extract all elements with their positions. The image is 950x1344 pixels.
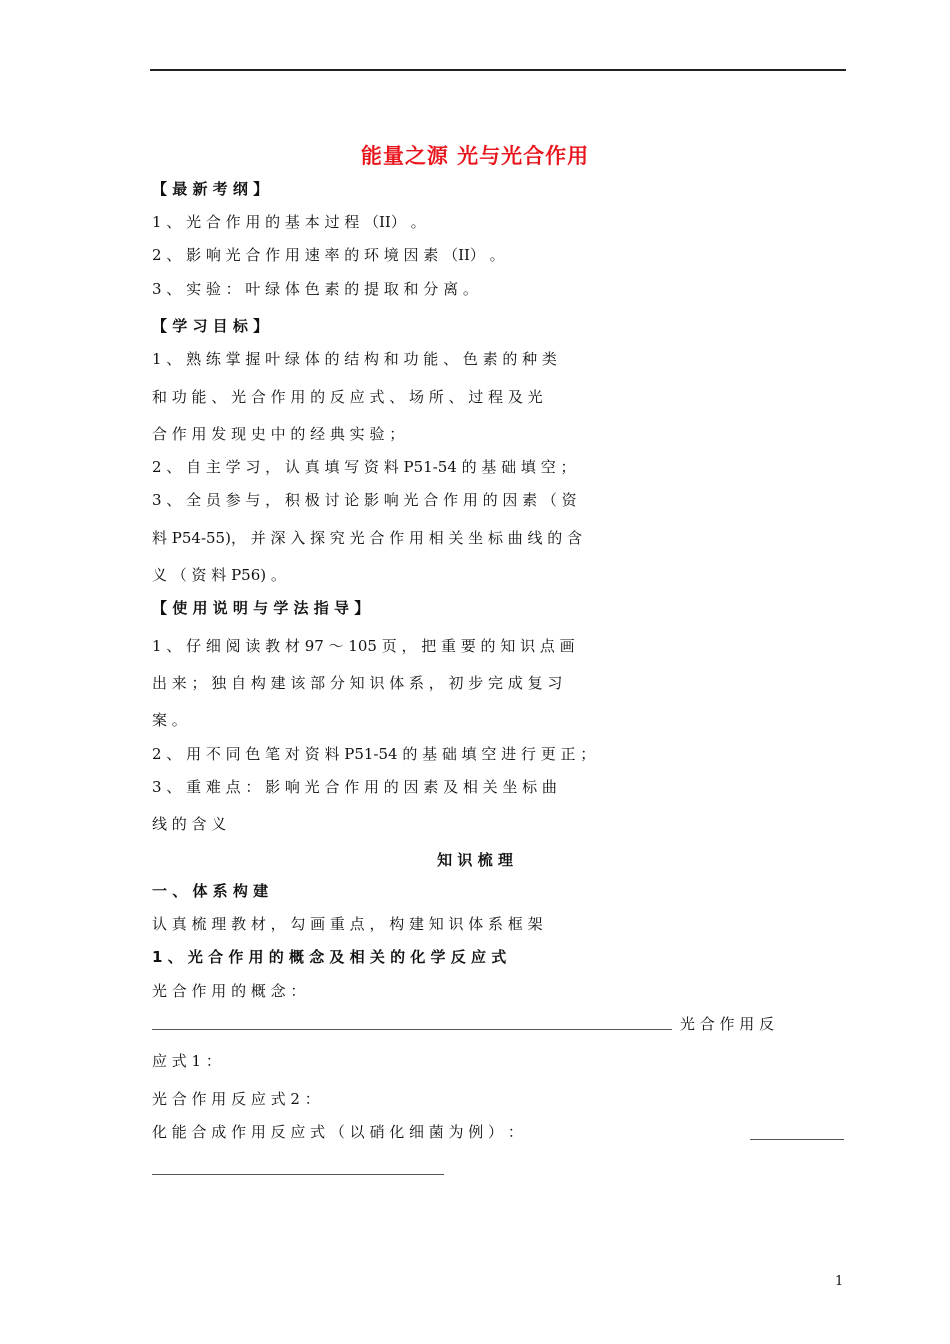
chemosynthesis-blank-1[interactable] xyxy=(750,1125,844,1140)
syllabus-item-3: 3 、 实 验 ： 叶 绿 体 色 素 的 提 取 和 分 离 。 xyxy=(152,280,478,298)
guide-line-6: 线 的 含 义 xyxy=(152,815,227,833)
goals-line-2: 和 功 能 、 光 合 作 用 的 反 应 式 、 场 所 、 过 程 及 光 xyxy=(152,388,543,406)
goals-line-4: 2 、 自 主 学 习 ， 认 真 填 写 资 料 P51-54 的 基 础 填 空 ； xyxy=(152,458,576,476)
page-title: 能量之源 光与光合作用 xyxy=(360,144,590,168)
header-rule xyxy=(150,69,846,71)
syllabus-item-1: 1 、 光 合 作 用 的 基 本 过 程 （II） 。 xyxy=(152,213,426,231)
guide-header: 【 使 用 说 明 与 学 法 指 导 】 xyxy=(152,599,370,617)
concept-answer-line xyxy=(152,1015,842,1034)
concept-label: 光 合 作 用 的 概 念 ： xyxy=(152,982,306,1000)
guide-line-5: 3 、 重 难 点 ： 影 响 光 合 作 用 的 因 素 及 相 关 坐 标 曲 xyxy=(152,778,557,796)
chemosynthesis-line xyxy=(152,1123,842,1141)
goals-line-6: 料 P54-55)， 并 深 入 探 究 光 合 作 用 相 关 坐 标 曲 线 的 含 xyxy=(152,529,583,547)
page-number: 1 xyxy=(835,1274,844,1289)
chemosynthesis-label: 化 能 合 成 作 用 反 应 式 （ 以 硝 化 细 菌 为 例 ） ： xyxy=(152,1123,523,1141)
equation-1-label-tail: 应 式 1 ： xyxy=(152,1052,221,1070)
goals-line-3: 合 作 用 发 现 史 中 的 经 典 实 验 ； xyxy=(152,425,405,443)
guide-line-1: 1 、 仔 细 阅 读 教 材 97 ～ 105 页 ， 把 重 要 的 知 识 点 画 xyxy=(152,637,575,655)
guide-line-4: 2 、 用 不 同 色 笔 对 资 料 P51-54 的 基 础 填 空 进 行 更 正 ； xyxy=(152,745,596,763)
goals-line-5: 3 、 全 员 参 与 ， 积 极 讨 论 影 响 光 合 作 用 的 因 素 （ 资 xyxy=(152,491,577,509)
goals-header: 【 学 习 目 标 】 xyxy=(152,317,269,335)
concept-blank[interactable] xyxy=(152,1015,672,1030)
syllabus-item-2: 2 、 影 响 光 合 作 用 速 率 的 环 境 因 素 （II） 。 xyxy=(152,246,505,264)
guide-line-3: 案 。 xyxy=(152,711,187,729)
goals-line-1: 1 、 熟 练 掌 握 叶 绿 体 的 结 构 和 功 能 、 色 素 的 种 类 xyxy=(152,350,557,368)
knowledge-line-1: 认 真 梳 理 教 材 ， 勾 画 重 点 ， 构 建 知 识 体 系 框 架 xyxy=(152,915,543,933)
subsection-1-header: 1 、 光 合 作 用 的 概 念 及 相 关 的 化 学 反 应 式 xyxy=(152,948,507,966)
goals-line-7: 义 （ 资 料 P56) 。 xyxy=(152,566,286,584)
knowledge-header: 知 识 梳 理 xyxy=(437,851,513,869)
section-1-header: 一 、 体 系 构 建 xyxy=(152,882,269,900)
chemosynthesis-blank-2[interactable] xyxy=(152,1160,444,1175)
equation-1-label-head: 光 合 作 用 反 xyxy=(680,1015,775,1033)
equation-2-label: 光 合 作 用 反 应 式 2 ： xyxy=(152,1090,320,1108)
guide-line-2: 出 来 ； 独 自 构 建 该 部 分 知 识 体 系 ， 初 步 完 成 复 习 xyxy=(152,674,563,692)
syllabus-header: 【 最 新 考 纲 】 xyxy=(152,180,269,198)
chemosynthesis-continuation xyxy=(152,1160,842,1179)
